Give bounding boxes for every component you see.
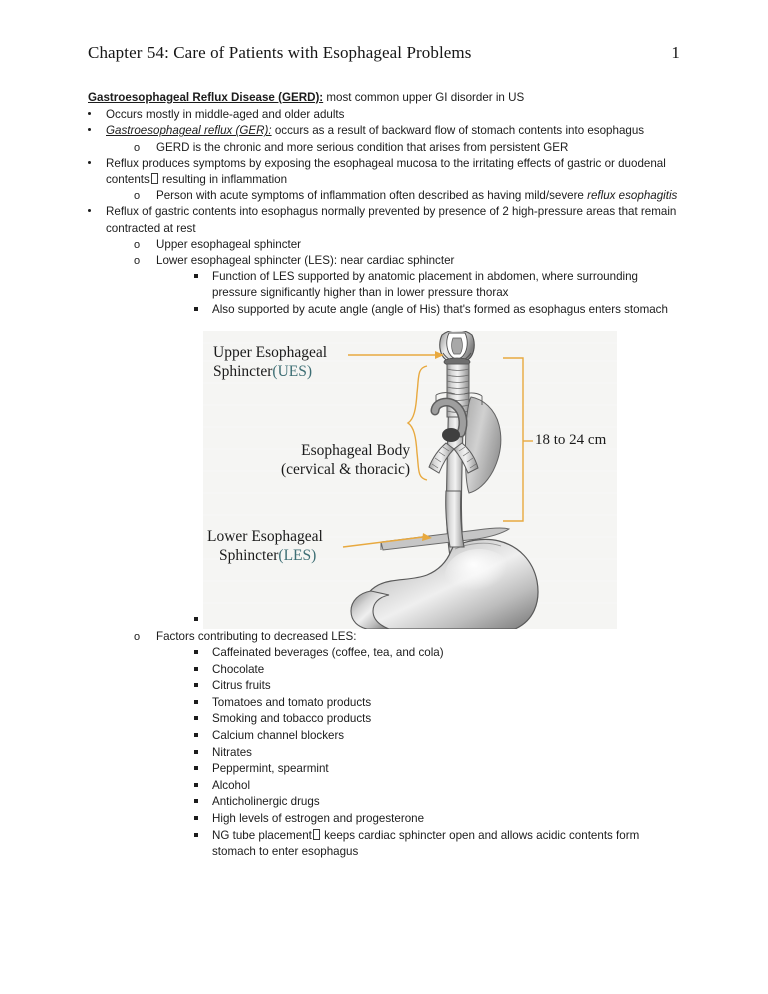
bullet-square-icon [194, 302, 212, 319]
list-item [88, 678, 682, 695]
list-item [88, 778, 682, 795]
list-item-label: Citrus fruits [212, 679, 271, 693]
ger-term: Gastroesophageal reflux (GER): [106, 124, 272, 138]
subbullet-text [156, 188, 682, 204]
list-item [88, 728, 682, 745]
list-item [88, 711, 682, 728]
label-body-line1: Esophageal Body [301, 442, 411, 459]
subbullet-gerd-chronic [88, 140, 682, 156]
bullet-o-icon: o [134, 255, 141, 268]
bullet-text [106, 156, 682, 188]
subbullet-text: GERD is the chronic and more serious condition that arises from persistent GER [156, 140, 569, 154]
bullet-dot-icon [88, 204, 106, 220]
label-ues [213, 343, 327, 381]
list-item-ng-tube [88, 828, 682, 860]
bullet-text: Reflux of gastric contents into esophagus normally prevented by presence of 2 high-pressure areas that remain contracted at rest [106, 205, 677, 235]
list-item-label: Anticholinergic drugs [212, 795, 320, 809]
label-ues-abbrev: (UES) [272, 363, 313, 380]
bullet-o-icon: o [134, 630, 141, 643]
subbullet-text: Upper esophageal sphincter [156, 237, 302, 251]
factors-list [88, 645, 682, 860]
label-les [207, 527, 323, 565]
label-esophageal-body [281, 441, 410, 479]
bullet-text: Occurs mostly in middle-aged and older adults [106, 108, 345, 122]
bullet-text [106, 123, 682, 139]
reflux-esophagitis-term: reflux esophagitis [587, 189, 678, 203]
label-les-line1: Lower Esophageal [207, 528, 323, 545]
gerd-heading-line [88, 90, 682, 106]
subbullet-upper-sphincter [88, 237, 682, 253]
subsubbullet-les-function [88, 269, 682, 301]
bullet-square-icon [194, 695, 212, 712]
list-item-label: Peppermint, spearmint [212, 762, 329, 776]
label-ues-sphincter: Sphincter [213, 363, 273, 380]
list-item [88, 695, 682, 712]
label-les-sphincter: Sphincter [219, 547, 279, 564]
bullet-square-icon [194, 269, 212, 286]
ng-tube-part1: NG tube placement [212, 828, 312, 842]
bullet-dot-icon [88, 107, 106, 123]
subbullet-factors-heading [88, 629, 682, 645]
label-les-abbrev: (LES) [278, 547, 317, 564]
bullet-square-icon [194, 728, 212, 745]
reflux-symptoms-part2: resulting in inflammation [158, 173, 288, 187]
list-item-label: Nitrates [212, 745, 252, 759]
bullet-square-icon [194, 662, 212, 679]
list-item-label: Tomatoes and tomato products [212, 695, 372, 709]
bullet-square-icon [194, 828, 212, 845]
acute-symptoms-text: Person with acute symptoms of inflammation often described as having mild/severe [156, 189, 588, 203]
list-item [88, 745, 682, 762]
bullet-square-icon [194, 711, 212, 728]
bullet-square-icon [194, 645, 212, 662]
reflux-symptoms-part1: Reflux produces symptoms by exposing the esophageal mucosa to the irritating effects of gastric or duodenal contents [106, 156, 666, 187]
gerd-heading-rest: most common upper GI disorder in US [323, 91, 525, 104]
bullet-square-icon [194, 811, 212, 828]
bullet-o-icon: o [134, 190, 141, 203]
larynx-group [440, 331, 475, 366]
list-item [88, 761, 682, 778]
missing-glyph-icon [313, 829, 320, 840]
subbullet-lower-sphincter [88, 253, 682, 269]
bullet-o-icon: o [134, 141, 141, 154]
bullet-square-icon [194, 745, 212, 762]
page-title: Chapter 54: Care of Patients with Esophageal Problems [88, 43, 472, 62]
bullet-o-icon: o [134, 238, 141, 251]
list-item [88, 811, 682, 828]
subsubbullet-angle-of-his [88, 302, 682, 319]
bullet-dot-icon [88, 123, 106, 139]
missing-glyph-icon [151, 173, 158, 184]
label-measurement: 18 to 24 cm [535, 432, 607, 448]
gerd-heading: Gastroesophageal Reflux Disease (GERD): [88, 91, 324, 104]
list-item-label: Calcium channel blockers [212, 729, 345, 742]
list-item-label: Alcohol [212, 778, 251, 792]
esophagus-anatomy-figure [203, 331, 617, 629]
page-number: 1 [671, 43, 680, 62]
label-les-line2 [207, 546, 323, 565]
list-item-label: Chocolate [212, 662, 265, 676]
subsubbullet-text: Function of LES supported by anatomic placement in abdomen, where surrounding pressure significantly higher than in lower pressure thorax [212, 270, 639, 300]
subbullet-text: Factors contributing to decreased LES: [156, 629, 357, 643]
list-item [88, 662, 682, 679]
bullet-square-icon [194, 794, 212, 811]
bullet-square-icon [194, 678, 212, 695]
label-body-line2: (cervical & thoracic) [281, 461, 411, 478]
list-item-label: Caffeinated beverages (coffee, tea, and cola) [212, 646, 444, 660]
list-item-label: High levels of estrogen and progesterone [212, 811, 425, 825]
bullet-occurs-mostly [88, 107, 682, 123]
list-item-label [212, 828, 682, 860]
list-item [88, 794, 682, 811]
list-item-label: Smoking and tobacco products [212, 712, 372, 726]
ger-definition: occurs as a result of backward flow of stomach contents into esophagus [271, 124, 645, 138]
ng-tube-part2: keeps cardiac sphincter open and allows acidic contents form stomach to enter esophagus [212, 828, 640, 858]
bullet-reflux-symptoms [88, 156, 682, 188]
bullet-ger-definition [88, 123, 682, 139]
bullet-square-icon [194, 761, 212, 778]
list-item [88, 645, 682, 662]
subsubbullet-text: Also supported by acute angle (angle of His) that's formed as esophagus enters stomach [212, 302, 668, 316]
subbullet-acute-symptoms [88, 188, 682, 204]
bullet-square-icon [194, 778, 212, 795]
bullet-high-pressure-areas [88, 204, 682, 236]
bullet-dot-icon [88, 156, 106, 172]
document-header [88, 43, 680, 63]
subbullet-text: Lower esophageal sphincter (LES): near cardiac sphincter [156, 254, 455, 268]
label-ues-line1: Upper Esophageal [213, 344, 328, 361]
label-ues-line2 [213, 362, 327, 381]
